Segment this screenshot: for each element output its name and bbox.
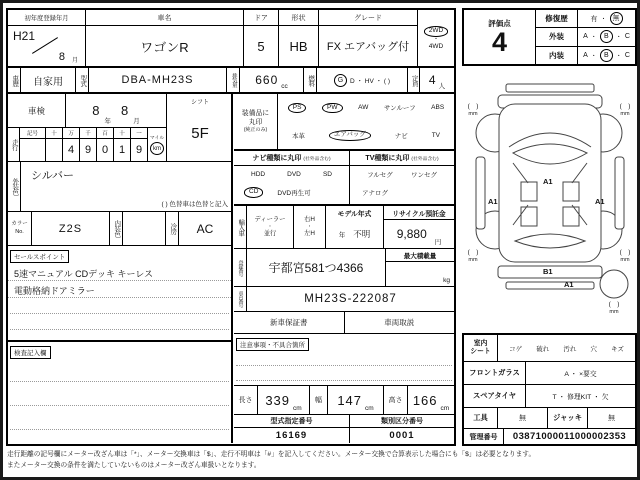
fuel-options: D ・ HV ・ ( ) bbox=[349, 77, 391, 85]
shift-label: シフト bbox=[190, 100, 209, 106]
docs-row bbox=[234, 312, 454, 334]
grade-label: グレード bbox=[319, 10, 417, 26]
dotted-line bbox=[10, 406, 229, 430]
tread-paren: ( ) bbox=[467, 249, 479, 256]
management-number-value: 03871000011000002353 bbox=[512, 431, 627, 442]
equip-navi: ナビ bbox=[394, 132, 408, 140]
odometer-header: 十 bbox=[46, 128, 62, 139]
class-number-value: 0001 bbox=[389, 430, 415, 441]
import-parallel: 並行 bbox=[263, 230, 277, 238]
history-label: 車歴 bbox=[8, 68, 21, 92]
nav-dvd-playable: DVD再生可 bbox=[277, 189, 311, 197]
recycle-value: 9,880 bbox=[396, 227, 427, 241]
equip-pw-circled: PW bbox=[322, 103, 342, 114]
seat-label-1: 室内 bbox=[473, 339, 488, 347]
drive-2wd-circled: 2WD bbox=[424, 26, 448, 37]
disclaimer-line1: 走行距離の記号欄にメーター改ざん車は「*」、メーター交換車は「$」、走行不明車は「#」を記入してください。メーター交換で合算表示した場合にも「$」は必要となります。 bbox=[7, 451, 536, 458]
exterior-b-circled: B bbox=[600, 30, 613, 43]
tread-unit: mm bbox=[468, 257, 478, 264]
interior-grade-label: 内装 bbox=[536, 47, 578, 64]
odometer-header: 万 bbox=[63, 128, 79, 139]
odometer-header: 記号 bbox=[20, 128, 45, 139]
class-number-label: 類別区分番号 bbox=[350, 415, 454, 428]
odometer-digit: 0 bbox=[101, 144, 109, 156]
sep-dot: ・ bbox=[615, 53, 622, 60]
shaken-month: 8 bbox=[121, 103, 129, 118]
jack-label: ジャッキ bbox=[548, 408, 588, 428]
spare-tire bbox=[600, 270, 628, 298]
tools-row bbox=[464, 408, 635, 429]
tread-unit: mm bbox=[468, 111, 478, 118]
score-cell bbox=[464, 10, 536, 64]
sales-point-section bbox=[8, 246, 231, 342]
max-load-cell bbox=[386, 249, 454, 286]
equip-aw: AW bbox=[358, 104, 369, 112]
exterior-a: A bbox=[583, 33, 588, 41]
reg-month: 8 bbox=[58, 51, 65, 63]
dotted-line bbox=[236, 366, 452, 381]
door-value: 5 bbox=[257, 38, 265, 54]
max-load-unit: kg bbox=[443, 277, 450, 284]
odometer-digit: 9 bbox=[84, 144, 92, 156]
tools-label: 工具 bbox=[464, 408, 498, 428]
class-number-cell bbox=[350, 415, 454, 443]
seat-item-stain: 汚れ bbox=[563, 345, 577, 353]
capacity-unit: 人 bbox=[438, 83, 446, 90]
inspector-notes-section bbox=[8, 342, 231, 442]
shaken-year: 8 bbox=[92, 103, 100, 118]
sales-point-tag: セールスポイント bbox=[10, 250, 69, 263]
import-row bbox=[234, 206, 454, 249]
shift-value: 5F bbox=[191, 125, 209, 142]
tv-type-note: (社外品含む) bbox=[411, 156, 439, 162]
int-color-value bbox=[123, 212, 166, 245]
disclaimer bbox=[7, 450, 637, 471]
jack-value: 無 bbox=[608, 415, 615, 422]
color-change-note: ( ) 色替車は色替と記入 bbox=[161, 201, 228, 208]
damage-mark-rear-bumper: B1 bbox=[543, 267, 553, 276]
height-value bbox=[408, 386, 454, 414]
length-unit: cm bbox=[293, 405, 302, 412]
odometer-digit: 1 bbox=[118, 144, 126, 156]
tools-value: 無 bbox=[498, 408, 548, 428]
shape-label: 形状 bbox=[279, 10, 318, 26]
registration-row bbox=[234, 249, 454, 287]
shape-value: HB bbox=[289, 38, 308, 54]
model-code-value: DBA-MH23S bbox=[89, 68, 227, 92]
displacement-value bbox=[240, 68, 304, 92]
capacity-number: 4 bbox=[428, 73, 436, 87]
nav-type-header: ナビ種類に丸印 bbox=[252, 155, 302, 162]
width-value bbox=[328, 386, 384, 414]
model-year-unit: 年 bbox=[338, 231, 346, 239]
tread-paren: ( ) bbox=[608, 301, 620, 308]
interior-a: A bbox=[583, 51, 588, 59]
height-unit: cm bbox=[440, 405, 450, 412]
grade-value: FX エアバッグ付 bbox=[326, 41, 410, 53]
score-value: 4 bbox=[491, 27, 508, 57]
recycle-label: リサイクル預託金 bbox=[384, 206, 454, 220]
equip-abs: ABS bbox=[431, 104, 445, 112]
exterior-grade-row bbox=[536, 28, 635, 46]
tv-oneseg: ワンセグ bbox=[410, 172, 437, 180]
tv-analog: アナログ bbox=[362, 189, 388, 197]
chassis-row bbox=[234, 287, 454, 312]
left-column bbox=[8, 94, 233, 443]
mileage-label: 走行 bbox=[8, 128, 20, 161]
nav-sd: SD bbox=[322, 171, 332, 179]
registration-value: 宇都宮581つ4366 bbox=[247, 249, 386, 286]
model-code-label: 型式 bbox=[76, 68, 89, 92]
handle-right: 右H bbox=[304, 216, 315, 224]
seat-item-scratch: キズ bbox=[611, 345, 624, 353]
spec-row bbox=[8, 68, 454, 94]
shaken-row bbox=[8, 94, 167, 128]
height-label: 高さ bbox=[384, 386, 408, 414]
type-designation-value: 16169 bbox=[275, 430, 308, 441]
equipment-row-2 bbox=[278, 122, 454, 150]
model-year-cell bbox=[326, 206, 384, 248]
condition-table bbox=[462, 333, 637, 446]
odometer-header: 一 bbox=[131, 128, 147, 139]
interior-c: C bbox=[624, 51, 630, 59]
import-sep2: ・ bbox=[306, 223, 312, 230]
nav-tv-section bbox=[234, 151, 454, 206]
first-registration-value bbox=[8, 26, 85, 66]
width-unit: cm bbox=[365, 405, 374, 412]
equipment-section bbox=[234, 94, 454, 151]
import-dealer-cell bbox=[247, 206, 294, 248]
km-circled: km bbox=[150, 142, 164, 155]
car-top-view bbox=[462, 83, 637, 331]
header-row bbox=[8, 10, 454, 68]
registration-label: 登録番号 bbox=[234, 249, 247, 286]
import-handle-cell bbox=[294, 206, 326, 248]
shaken-month-unit: 月 bbox=[133, 118, 140, 125]
height-number: 166 bbox=[412, 392, 438, 408]
seat-item-burn: コゲ bbox=[509, 345, 523, 353]
equipment-label-1: 装備品に bbox=[241, 109, 270, 117]
fuel-value bbox=[317, 68, 408, 92]
windshield-row bbox=[464, 362, 635, 385]
equip-sunroof: サンルーフ bbox=[383, 105, 416, 113]
rear-lower-bar bbox=[506, 282, 594, 289]
fuel-gasoline-circled: G bbox=[334, 74, 347, 87]
nav-cd-circled: CD bbox=[244, 187, 263, 198]
import-sep1: ・ bbox=[267, 223, 273, 230]
fuel-label: 燃料 bbox=[304, 68, 317, 92]
import-label: 輸入車 bbox=[234, 206, 247, 248]
exterior-grade-label: 外装 bbox=[536, 28, 578, 45]
interior-b-circled: B bbox=[600, 49, 613, 62]
sep-dot: ・ bbox=[590, 35, 597, 42]
mileage-row bbox=[8, 128, 167, 162]
tread-unit: mm bbox=[609, 309, 619, 316]
width-label: 幅 bbox=[310, 386, 328, 414]
mileage-unit-cell bbox=[148, 128, 166, 161]
tread-unit: mm bbox=[620, 257, 630, 264]
caution-tag: 注意事項・不具合箇所 bbox=[236, 338, 309, 351]
capacity-value bbox=[420, 68, 454, 92]
dotted-line bbox=[10, 298, 229, 314]
color-no-label: カラー No. bbox=[8, 212, 32, 245]
dotted-line bbox=[10, 360, 229, 382]
type-designation-label: 型式指定番号 bbox=[234, 415, 349, 428]
tv-fullseg: フルセグ bbox=[367, 172, 393, 180]
windshield-value: A ・ ×要交 bbox=[564, 371, 597, 378]
tread-paren: ( ) bbox=[619, 103, 631, 110]
length-value bbox=[258, 386, 310, 414]
repair-yes: 有 bbox=[590, 15, 598, 23]
ext-color-row bbox=[8, 162, 231, 212]
repair-history-row bbox=[536, 10, 635, 28]
mile-label: マイル bbox=[149, 136, 165, 141]
damage-mark-center: A1 bbox=[543, 177, 553, 186]
windshield-label: フロントガラス bbox=[464, 362, 526, 384]
tread-unit: mm bbox=[620, 111, 630, 118]
damage-mark-rear: A1 bbox=[564, 280, 574, 289]
handle-left: 左H bbox=[304, 230, 315, 238]
tread-depth-rear-left bbox=[462, 249, 484, 263]
shift-box bbox=[167, 94, 233, 162]
displacement-unit: cc bbox=[281, 83, 288, 90]
repair-no-circled: 無 bbox=[610, 12, 623, 25]
exterior-c: C bbox=[624, 33, 630, 41]
caution-section bbox=[234, 334, 454, 386]
type-number-row bbox=[234, 415, 454, 443]
length-label: 長さ bbox=[234, 386, 258, 414]
vehicle-manual: 車両取説 bbox=[384, 318, 415, 327]
reg-month-unit: 月 bbox=[71, 58, 78, 64]
tread-depth-front-right bbox=[614, 103, 636, 117]
equipment-row-1 bbox=[278, 94, 454, 122]
spare-tire-row bbox=[464, 385, 635, 408]
ext-color-value: シルバー bbox=[31, 170, 74, 182]
drivetrain-cell bbox=[418, 10, 454, 66]
odometer-header: 十 bbox=[114, 128, 130, 139]
chassis-label: 車台番号 bbox=[234, 287, 247, 311]
displacement-number: 660 bbox=[255, 73, 279, 87]
inspector-notes-tag: 検査記入欄 bbox=[10, 346, 51, 359]
tread-depth-rear-right bbox=[614, 249, 636, 263]
equipment-label bbox=[234, 94, 278, 149]
odometer-digit bbox=[20, 139, 45, 161]
left-side-strip bbox=[476, 157, 485, 229]
tread-paren: ( ) bbox=[619, 249, 631, 256]
equip-airbag-circled: エアバッグ bbox=[329, 130, 371, 141]
int-color-label: 内装色 bbox=[110, 212, 123, 245]
tread-paren: ( ) bbox=[467, 103, 479, 110]
ac-label: 冷房 bbox=[166, 212, 179, 245]
seat-label bbox=[464, 335, 498, 361]
odometer-digit: 9 bbox=[135, 144, 143, 156]
seat-item-hole: 穴 bbox=[590, 345, 597, 353]
seat-condition-row bbox=[464, 335, 635, 362]
damage-mark-right: A1 bbox=[595, 197, 605, 206]
door-label: ドア bbox=[244, 10, 278, 26]
tv-type-cell bbox=[350, 151, 454, 204]
repair-history-label: 修復歴 bbox=[536, 10, 578, 27]
equip-leather: 本革 bbox=[291, 132, 305, 140]
management-number-row bbox=[464, 429, 635, 444]
tv-type-header: TV種類に丸印 bbox=[365, 155, 410, 162]
interior-grade-row bbox=[536, 47, 635, 64]
spare-tire-value: T ・ 修理KIT ・ 欠 bbox=[552, 394, 609, 401]
model-year-value: 不明 bbox=[353, 229, 371, 239]
right-side-strip bbox=[615, 157, 624, 229]
odometer-header: 千 bbox=[80, 128, 96, 139]
front-roof-bar bbox=[506, 84, 594, 92]
equip-tv: TV bbox=[431, 131, 441, 139]
damage-mark-left: A1 bbox=[488, 197, 498, 206]
odometer-digit bbox=[46, 139, 62, 161]
management-number-label: 管理番号 bbox=[464, 429, 504, 444]
spare-tire-label: スペアタイヤ bbox=[464, 385, 526, 407]
sep-dot: ・ bbox=[615, 35, 622, 42]
nav-type-note: (社外品含む) bbox=[303, 156, 331, 162]
color-no-row bbox=[8, 212, 231, 246]
first-registration-label: 初年度登録年月 bbox=[8, 10, 85, 26]
sales-point-line2: 電動格納ドアミラー bbox=[8, 281, 231, 298]
import-dealer: ディーラー bbox=[254, 216, 286, 224]
recycle-cell bbox=[384, 206, 454, 248]
car-diagram bbox=[462, 83, 637, 331]
shaken-label: 車検 bbox=[8, 94, 66, 127]
equip-ps-circled: PS bbox=[288, 103, 307, 114]
displacement-label: 排気量 bbox=[227, 68, 240, 92]
ext-color-label: 外装色 bbox=[8, 162, 21, 211]
dotted-line bbox=[10, 382, 229, 406]
disclaimer-line2: またメーター交換の条件を満たしていないものはメーター改ざん車扱いとなります。 bbox=[7, 461, 261, 469]
nav-type-cell bbox=[234, 151, 350, 204]
length-number: 339 bbox=[265, 392, 291, 408]
tread-depth-front-left bbox=[462, 103, 484, 117]
diagonal-slash bbox=[32, 37, 58, 54]
nav-dvd: DVD bbox=[287, 171, 301, 179]
odometer-header: 百 bbox=[97, 128, 113, 139]
nav-hdd: HDD bbox=[251, 171, 266, 179]
odometer-digit: 4 bbox=[67, 144, 75, 156]
score-label: 評価点 bbox=[488, 19, 511, 28]
max-load-label: 最大積載量 bbox=[386, 249, 454, 262]
middle-column bbox=[234, 94, 454, 443]
drive-sep: ・ bbox=[432, 36, 439, 43]
shaken-value bbox=[66, 94, 166, 127]
sep-dot: ・ bbox=[590, 53, 597, 60]
new-car-warranty: 新車保証書 bbox=[234, 312, 345, 333]
history-value: 自家用 bbox=[21, 68, 76, 92]
dotted-line bbox=[236, 352, 452, 366]
form-region bbox=[6, 8, 456, 446]
drive-4wd: 4WD bbox=[428, 42, 444, 50]
chassis-value: MH23S-222087 bbox=[304, 293, 397, 305]
reg-year: H21 bbox=[13, 29, 36, 43]
sales-point-line1: 5速マニュアル CDデッキ キーレス bbox=[8, 264, 231, 281]
model-year-label: モデル年式 bbox=[337, 211, 372, 218]
dotted-line bbox=[10, 314, 229, 330]
shaken-year-unit: 年 bbox=[104, 118, 111, 125]
ac-value: AC bbox=[196, 221, 214, 236]
capacity-label: 定員 bbox=[408, 68, 420, 92]
seat-label-2: シート bbox=[470, 348, 491, 355]
tread-depth-spare bbox=[603, 301, 625, 315]
color-no-value: Z2S bbox=[32, 212, 110, 245]
equipment-label-3: (純正のみ) bbox=[243, 127, 268, 134]
recycle-unit: 円 bbox=[434, 239, 442, 246]
equipment-label-2: 丸印 bbox=[248, 119, 263, 127]
evaluation-box bbox=[462, 8, 637, 66]
type-designation-cell bbox=[234, 415, 350, 443]
repair-sep: ・ bbox=[600, 17, 607, 24]
seat-item-tear: 破れ bbox=[536, 345, 550, 353]
car-name-label: 車名 bbox=[86, 10, 243, 26]
car-name-value: ワゴンR bbox=[140, 39, 189, 55]
width-number: 147 bbox=[337, 392, 363, 408]
dimensions-row bbox=[234, 386, 454, 415]
